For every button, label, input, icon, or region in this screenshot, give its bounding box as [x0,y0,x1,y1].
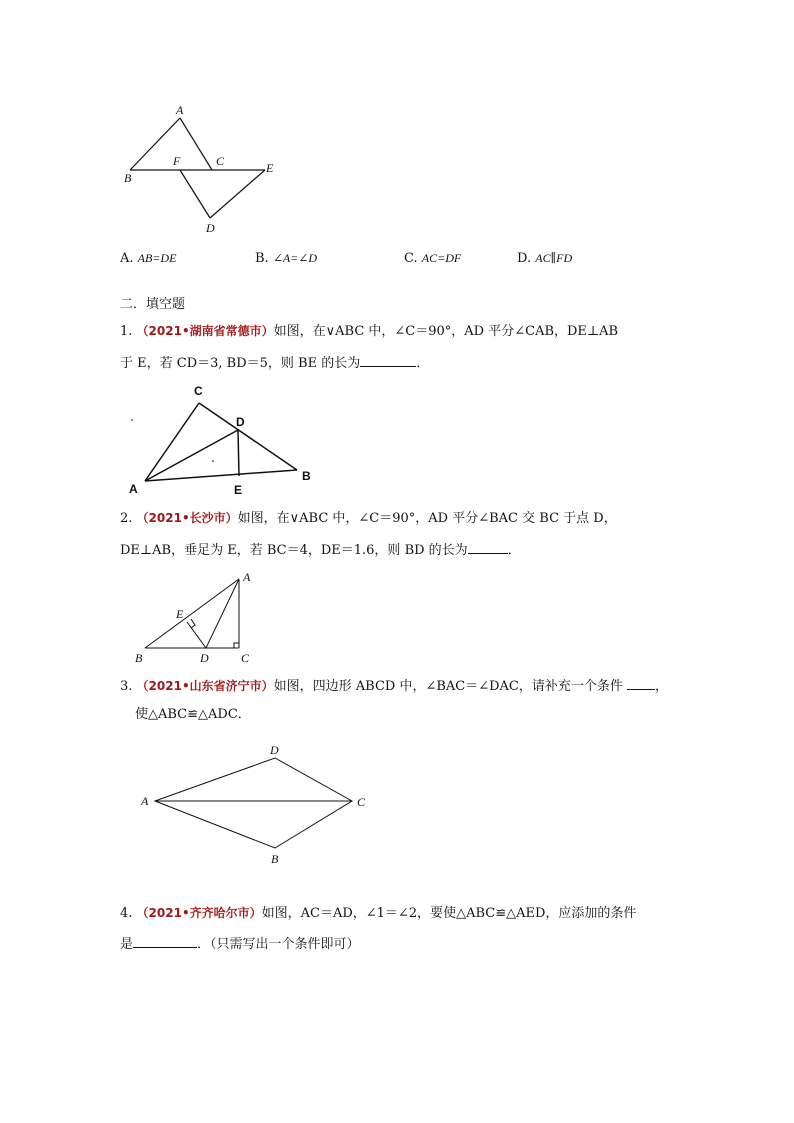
q2-label-c: C [241,651,250,665]
label-e: E [266,161,274,175]
label-a: A [176,103,184,117]
q3-label-b: B [271,852,279,866]
option-d: D. AC∥FD [517,251,573,266]
q3-label-a: A [141,794,149,808]
q4-text1: 如图，AC＝AD，∠1＝∠2，要使△ABC≌△AED，应添加的条件 [261,906,637,921]
label-c: C [216,154,225,168]
q1-label-b: B [302,469,311,483]
option-a: A. AB=DE [120,251,177,266]
q3-label-d: D [270,743,279,757]
q1-text2: 于 E，若 CD＝3, BD＝5，则 BE 的长为 [120,356,361,371]
q4-line2 [120,935,360,954]
q2-line2: DE⊥AB，垂足为 E，若 BC＝4，DE＝1.6，则 BD 的长为 ． [120,543,521,558]
q2-label-d: D [200,651,209,665]
q3-text1: 如图，四边形 ABCD 中，∠BAC＝∠DAC，请补充一个条件 [273,679,623,694]
q3-line1: 3. （2021•山东省济宁市）如图，四边形 ABCD 中，∠BAC＝∠DAC，请补充一个条件 ， [120,679,669,694]
option-b: B. ∠A=∠D [255,251,318,266]
q1-label-d: D [236,415,245,429]
q3-text2: 使△ABC≌△ADC． [135,707,251,722]
q4-answer-blank[interactable] [133,935,197,948]
q3-source: （2021•山东省济宁市） [136,679,274,693]
q2-number: 2. [120,511,133,526]
label-d: D [206,221,215,235]
q1-line2: 于 E，若 CD＝3, BD＝5，则 BE 的长为 ． [120,356,430,371]
label-f: F [173,154,181,168]
q1-label-a: A [129,482,138,496]
q4-source: （2021•齐齐哈尔市） [136,906,262,920]
q2-source: （2021•长沙市） [136,511,238,525]
q4-text2b: ．（只需写出一个条件即可） [197,937,360,952]
q1-source: （2021•湖南省常德市） [136,324,274,338]
option-c: C. AC=DF [404,251,462,266]
q2-label-a: A [243,570,251,584]
section-title: 二．填空题 [120,297,186,312]
q4-number: 4. [120,906,133,921]
label-b: B [124,171,132,185]
q2-text1: 如图，在∨ABC 中，∠C＝90°，AD 平分∠BAC 交 BC 于点 D， [237,511,617,526]
q2-text2: DE⊥AB，垂足为 E，若 BC＝4，DE＝1.6，则 BD 的长为 [120,543,468,558]
q4-line1 [120,904,636,923]
q4-text2a: 是 [120,937,134,952]
q1-number: 1. [120,324,133,339]
q3-number: 3. [120,679,133,694]
q1-label-c: C [194,384,203,398]
q1-label-e: E [234,483,243,497]
q2-label-e: E [176,607,184,621]
q3-label-c: C [357,795,366,809]
q2-label-b: B [135,651,143,665]
q1-text1: 如图，在∨ABC 中，∠C＝90°，AD 平分∠CAB，DE⊥AB [273,324,619,339]
